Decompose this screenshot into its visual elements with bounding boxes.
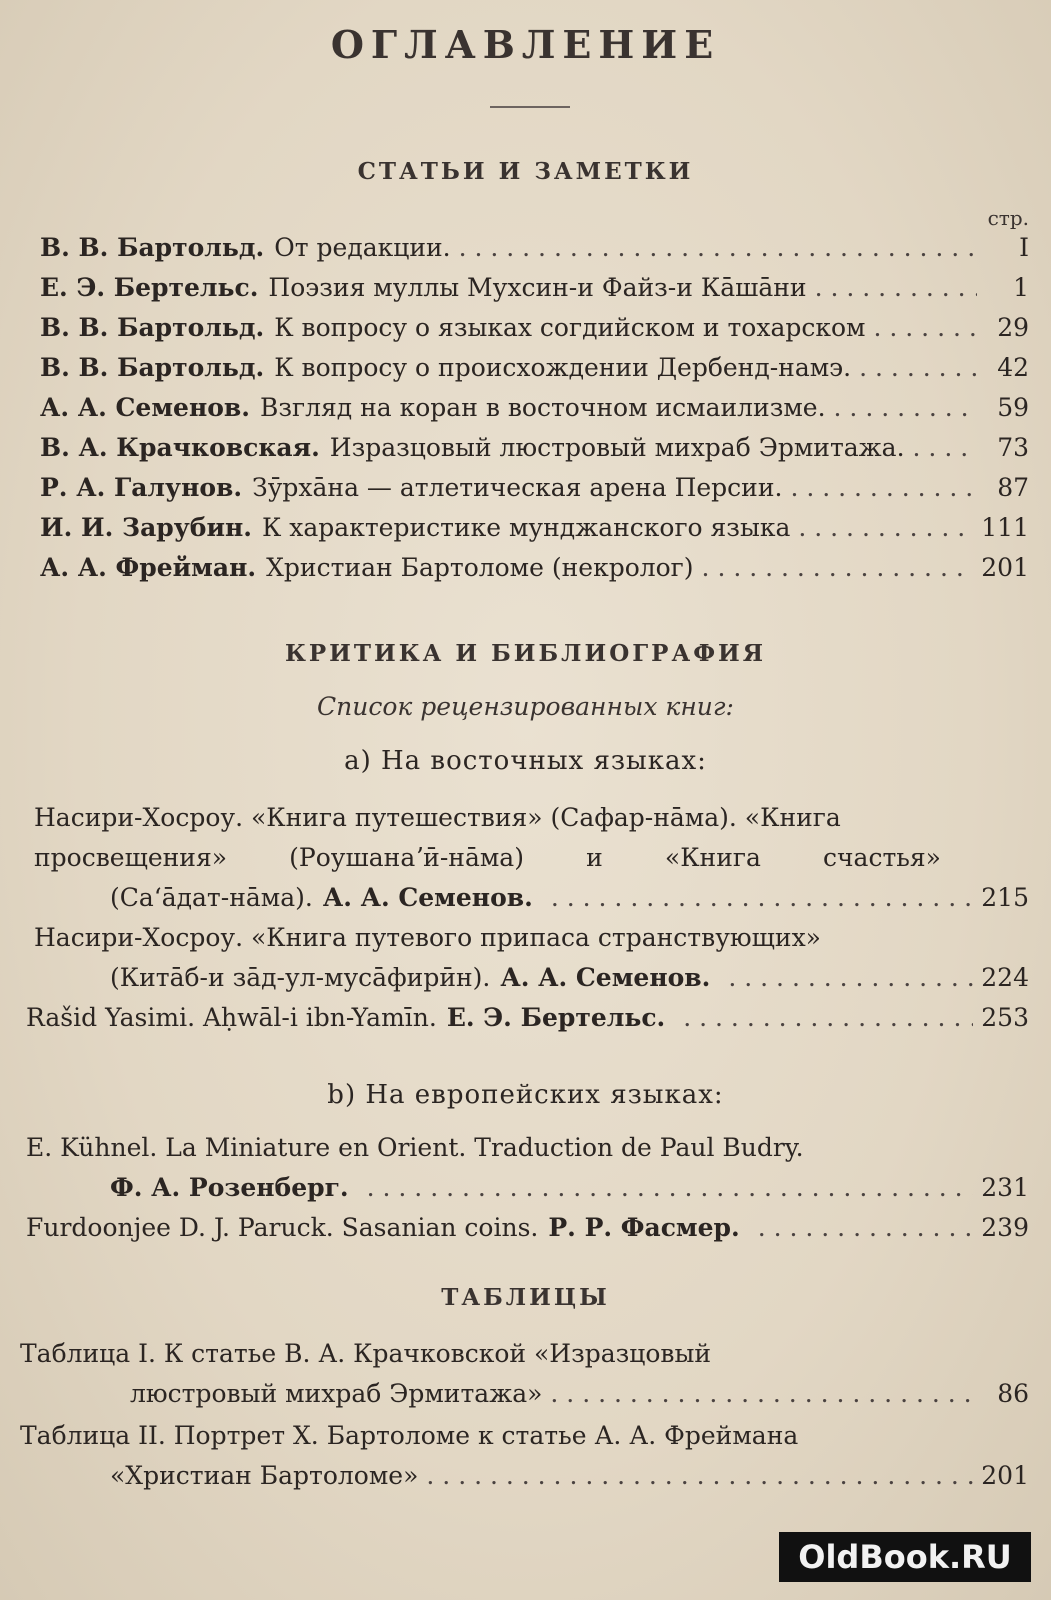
dot-leader — [874, 310, 978, 346]
page-column-label: стр. — [987, 206, 1029, 230]
entry-page: I — [1019, 233, 1029, 262]
entry-title: (Китāб-и зāд-ул-мусāфирӣн). — [110, 963, 491, 992]
entry-page: 86 — [997, 1379, 1029, 1408]
entry-title: «Христиан Бартоломе» — [110, 1461, 419, 1490]
entry-title: (Саʻāдат-нāма). — [110, 883, 313, 912]
dot-leader — [790, 470, 977, 506]
toc-entry — [40, 470, 1029, 506]
entry-author: В. А. Крачковская. — [40, 433, 320, 462]
section-heading-criticism: КРИТИКА И БИБЛИОГРАФИЯ — [284, 640, 767, 667]
toc-entry — [40, 270, 1029, 306]
dot-leader — [683, 1000, 973, 1036]
review-entry-line-justified — [34, 840, 941, 876]
section-heading-articles: СТАТЬИ И ЗАМЕТКИ — [357, 158, 694, 185]
entry-page: 1 — [1013, 273, 1029, 302]
entry-page: 42 — [997, 353, 1029, 382]
table-entry-final — [130, 1376, 1029, 1412]
toc-entry — [40, 390, 1029, 426]
review-entry — [26, 1000, 1029, 1036]
toc-entry — [40, 550, 1029, 586]
toc-entry — [40, 230, 1029, 266]
table-entry-line: Таблица I. К статье В. А. Крачковской «Изразцовый — [20, 1339, 712, 1368]
review-entry-line: E. Kühnel. La Miniature en Orient. Traduction de Paul Budry. — [26, 1133, 804, 1162]
entry-page: 29 — [997, 313, 1029, 342]
entry-author: А. А. Фрейман. — [40, 553, 257, 582]
word: счастья» — [823, 843, 941, 872]
entry-title: К характеристике мунджанского языка — [262, 513, 791, 542]
entry-reviewer: А. А. Семенов. — [322, 883, 533, 912]
dot-leader — [426, 1458, 973, 1494]
entry-author: А. А. Семенов. — [40, 393, 251, 422]
entry-title: Зӯрхāна — атлетическая арена Персии. — [252, 473, 783, 502]
entry-author: И. И. Зарубин. — [40, 513, 252, 542]
entry-page: 59 — [997, 393, 1029, 422]
entry-title: К вопросу о языках согдийском и тохарском — [274, 313, 866, 342]
entry-title: К вопросу о происхождении Дербенд-намэ. — [274, 353, 852, 382]
toc-entry — [40, 430, 1029, 466]
dot-leader — [702, 550, 974, 586]
entry-page: 201 — [981, 553, 1029, 582]
dot-leader — [798, 510, 973, 546]
entry-page: 239 — [981, 1213, 1029, 1242]
entry-page: 201 — [981, 1461, 1029, 1490]
toc-entry — [40, 310, 1029, 346]
entry-title: Rašid Yasimi. Aḥwāl-i ibn-Yamīn. — [26, 1003, 437, 1032]
entry-page: 224 — [981, 963, 1029, 992]
dot-leader — [550, 1376, 977, 1412]
review-entry-final — [110, 1170, 1029, 1206]
entry-author: В. В. Бартольд. — [40, 313, 265, 342]
toc-entry — [40, 350, 1029, 386]
dot-leader — [728, 960, 973, 996]
entry-reviewer: Е. Э. Бертельс. — [446, 1003, 666, 1032]
entry-page: 73 — [997, 433, 1029, 462]
entry-author: Е. Э. Бертельс. — [40, 273, 259, 302]
entry-title: От редакции. — [274, 233, 451, 262]
dot-leader — [758, 1210, 974, 1246]
entry-author: В. В. Бартольд. — [40, 233, 265, 262]
entry-author: Р. А. Галунов. — [40, 473, 243, 502]
entry-page: 231 — [981, 1173, 1029, 1202]
word: (Роушанаʼӣ-нāма) — [289, 843, 524, 872]
review-entry-final — [110, 960, 1029, 996]
reviewed-books-subtitle: Список рецензированных книг: — [317, 692, 734, 721]
table-entry-final — [110, 1458, 1029, 1494]
group-heading-eastern: а) На восточных языках: — [344, 746, 707, 776]
dot-leader — [913, 430, 977, 466]
entry-title: Изразцовый люстровый михраб Эрмитажа. — [329, 433, 905, 462]
entry-page: 111 — [981, 513, 1029, 542]
entry-page: 215 — [981, 883, 1029, 912]
word: и — [586, 843, 603, 872]
entry-reviewer: Ф. А. Розенберг. — [110, 1173, 349, 1202]
review-entry-final — [110, 880, 1029, 916]
review-entry-line: Насири-Хосроу. «Книга путевого припаса странствующих» — [34, 923, 821, 952]
review-entry-line: Насири-Хосроу. «Книга путешествия» (Сафар-нāма). «Книга — [34, 803, 841, 832]
entry-title: Взгляд на коран в восточном исмаилизме. — [260, 393, 826, 422]
dot-leader — [859, 350, 977, 386]
page-title: ОГЛАВЛЕНИЕ — [330, 22, 721, 67]
review-entry — [26, 1210, 1029, 1246]
dot-leader — [367, 1170, 974, 1206]
site-watermark: OldBook.RU — [779, 1532, 1031, 1582]
entry-reviewer: А. А. Семенов. — [500, 963, 711, 992]
entry-title: Furdoonjee D. J. Paruck. Sasanian coins. — [26, 1213, 539, 1242]
dot-leader — [551, 880, 973, 916]
word: просвещения» — [34, 843, 228, 872]
section-heading-tables: ТАБЛИЦЫ — [441, 1284, 610, 1311]
title-divider — [490, 106, 570, 108]
toc-entry — [40, 510, 1029, 546]
entry-title: люстровый михраб Эрмитажа» — [130, 1379, 543, 1408]
word: «Книга — [664, 843, 761, 872]
entry-title: Поэзия муллы Мухсин-и Файз-и Кāшāни — [268, 273, 807, 302]
entry-page: 253 — [981, 1003, 1029, 1032]
dot-leader — [459, 230, 977, 266]
entry-title: Христиан Бартоломе (некролог) — [266, 553, 694, 582]
dot-leader — [834, 390, 977, 426]
dot-leader — [815, 270, 977, 306]
group-heading-european: b) На европейских языках: — [327, 1080, 724, 1110]
entry-author: В. В. Бартольд. — [40, 353, 265, 382]
entry-reviewer: Р. Р. Фасмер. — [548, 1213, 740, 1242]
table-entry-line: Таблица II. Портрет Х. Бартоломе к статье А. А. Фреймана — [20, 1421, 799, 1450]
entry-page: 87 — [997, 473, 1029, 502]
